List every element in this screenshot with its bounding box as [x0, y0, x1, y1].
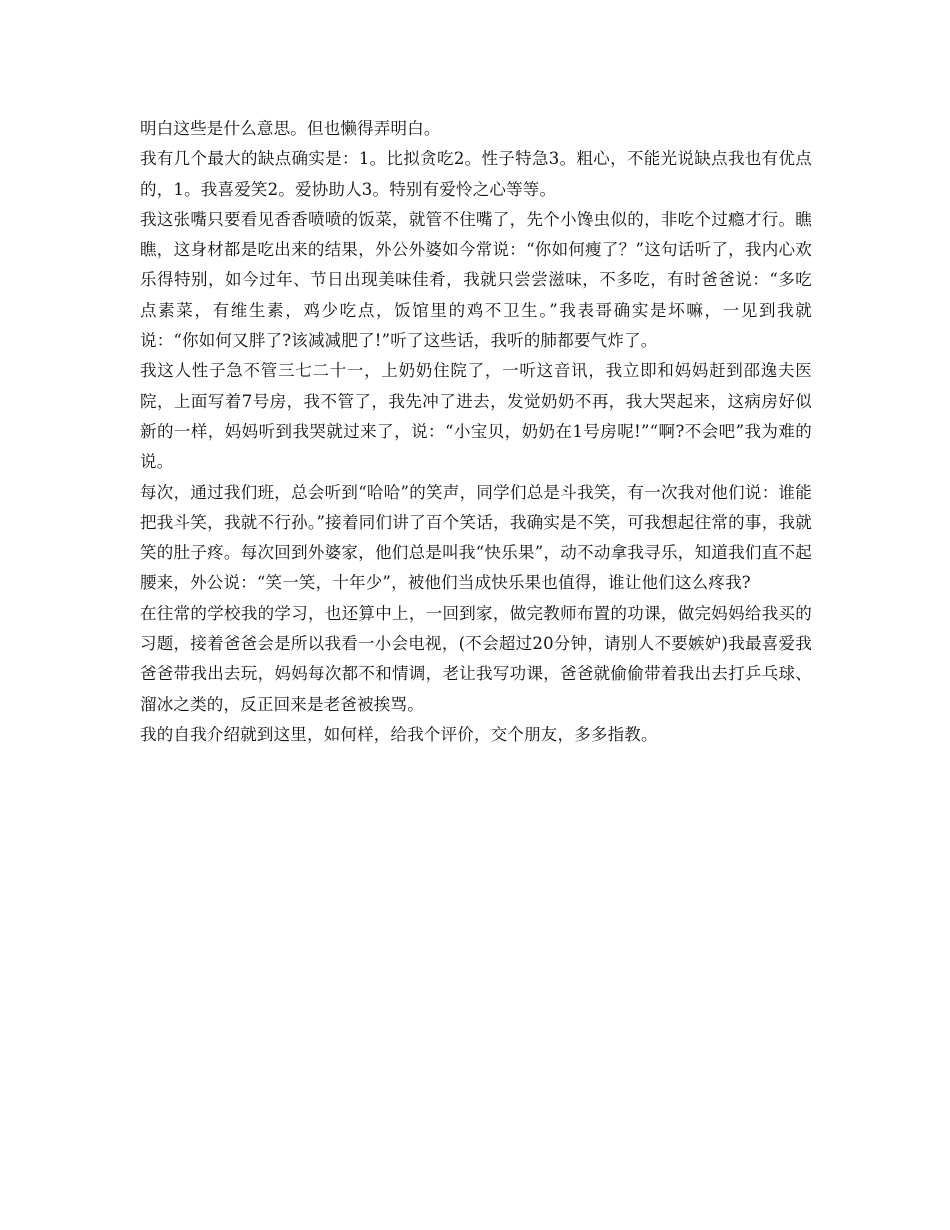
paragraph-5: 每次，通过我们班，总会听到“哈哈”的笑声，同学们总是斗我笑，有一次我对他们说：谁能把我斗笑，我就不行孙。”接着同们讲了百个笑话，我确实是不笑，可我想起往常的事，我就笑的肚子疼。每次回到外婆家，他们总是叫我“快乐果”，动不动拿我寻乐，知道我们直不起腰来，外公说：“笑一笑，十年少”，被他们当成快乐果也值得，谁让他们这么疼我?: [140, 482, 812, 593]
paragraph-4: 我这人性子急不管三七二十一，上奶奶住院了，一听这音讯，我立即和妈妈赶到邵逸夫医院，上面写着7号房，我不管了，我先冲了进去，发觉奶奶不再，我大哭起来，这病房好似新的一样，妈妈听到我哭就过来了，说：“小宝贝，奶奶在1号房呢!”“啊?不会吧”我为难的说。: [140, 361, 812, 472]
document-body: [140, 114, 812, 750]
paragraph-1: 明白这些是什么意思。但也懒得弄明白。: [140, 119, 441, 138]
paragraph-7: 我的自我介绍就到这里，如何样，给我个评价，交个朋友，多多指教。: [140, 724, 658, 744]
paragraph-2: 我有几个最大的缺点确实是：1。比拟贪吃2。性子特急3。粗心，不能光说缺点我也有优点的，1。我喜爱笑2。爱协助人3。特别有爱怜之心等等。: [140, 149, 812, 199]
paragraph-3: 我这张嘴只要看见香香喷喷的饭菜，就管不住嘴了，先个小馋虫似的，非吃个过瘾才行。瞧瞧，这身材都是吃出来的结果，外公外婆如今常说：“你如何瘦了？”这句话听了，我内心欢乐得特别，如今过年、节日出现美味佳肴，我就只尝尝滋味，不多吃，有时爸爸说：“多吃点素菜，有维生素，鸡少吃点，饭馆里的鸡不卫生。”我表哥确实是坏嘛，一见到我就说：“你如何又胖了?该减减肥了!”听了这些话，我听的肺都要气炸了。: [140, 209, 812, 351]
paragraph-6: 在往常的学校我的学习，也还算中上，一回到家，做完教师布置的功课，做完妈妈给我买的习题，接着爸爸会是所以我看一小会电视，(不会超过20分钟，请别人不要嫉妒)我最喜爱我爸爸带我出去玩，妈妈每次都不和情调，老让我写功课，爸爸就偷偷带着我出去打乒乓球、溜冰之类的，反正回来是老爸被挨骂。: [140, 603, 812, 714]
